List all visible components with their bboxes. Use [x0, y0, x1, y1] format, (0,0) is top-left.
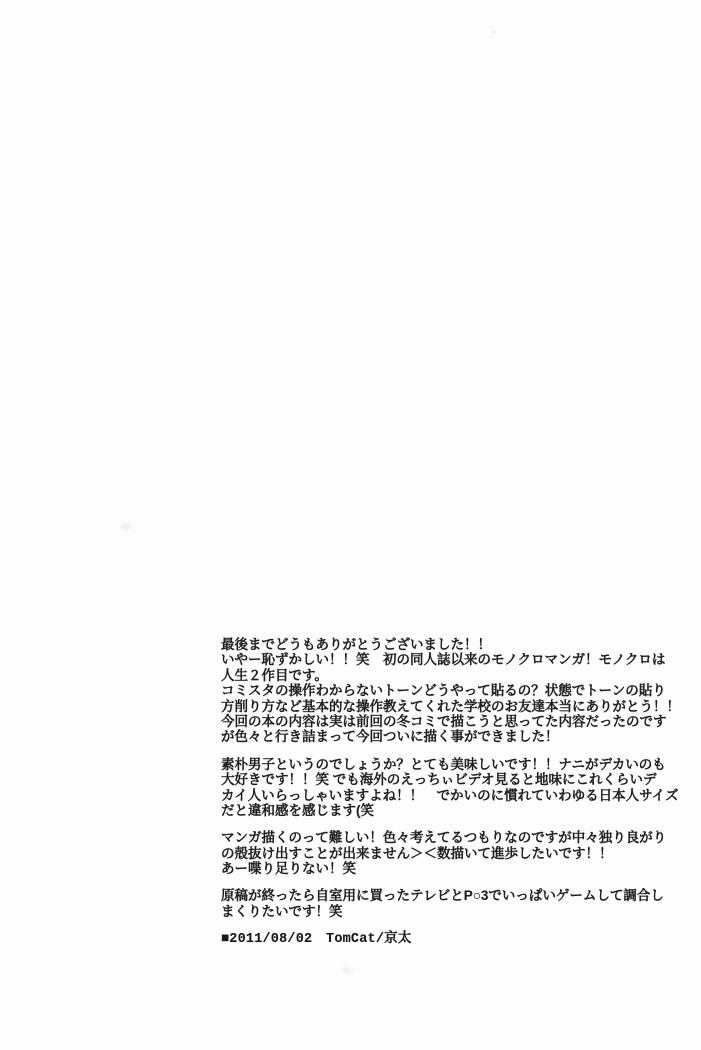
text-line: の殻抜け出すことが出来ません＞＜数描いて進歩したいです！！ [221, 845, 613, 861]
text-line: 今回の本の内容は実は前回の冬コミで描こうと思ってた内容だったのです [221, 713, 667, 729]
afterword-paragraph-thanks [221, 637, 691, 745]
text-line: 大好きです！！笑 でも海外のえっちぃビデオ見ると地味にこれくらいデ [221, 772, 657, 788]
text-line: いやー恥ずかしい！！笑 初の同人誌以来のモノクロマンガ！モノクロは [221, 652, 666, 668]
scan-smudge [118, 521, 134, 532]
date-credit-line: ■2011/08/02 TomCat/京太 [221, 932, 412, 948]
text-line: あー喋り足りない！笑 [221, 861, 356, 877]
afterword-paragraph-games [221, 888, 691, 919]
text-line: 素朴男子というのでしょうか？とても美味しいです！！ナニがデカいのも [221, 756, 666, 772]
text-line: が色々と行き詰まって今回ついに描く事ができました！ [221, 729, 559, 745]
text-line: マンガ描くのって難しい！色々考えてるつもりなのですが中々独り良がり [221, 830, 667, 846]
afterword-text-block [221, 637, 691, 948]
text-line: 人生２作目です。 [221, 667, 328, 683]
text-line: コミスタの操作わからないトーンどうやって貼るの？状態でトーンの貼り [221, 683, 666, 699]
text-line: まくりたいです！笑 [221, 903, 343, 919]
text-line: 最後までどうもありがとうございました！！ [221, 637, 491, 652]
afterword-paragraph-drawing [221, 830, 691, 876]
scan-smudge [488, 28, 498, 36]
text-line: 原稿が終ったら自室用に買ったテレビとP○3でいっぱいゲームして調合し [221, 888, 664, 904]
text-line: だと違和感を感じます(笑 [221, 802, 374, 818]
text-line: 方削り方など基本的な操作教えてくれた学校のお友達本当にありがとう！！ [221, 698, 680, 714]
scan-smudge [338, 966, 356, 975]
text-line: カイ人いらっしゃいますよね！！ でかいのに慣れていわゆる日本人サイズ [221, 787, 679, 803]
afterword-paragraph-characters [221, 757, 691, 819]
